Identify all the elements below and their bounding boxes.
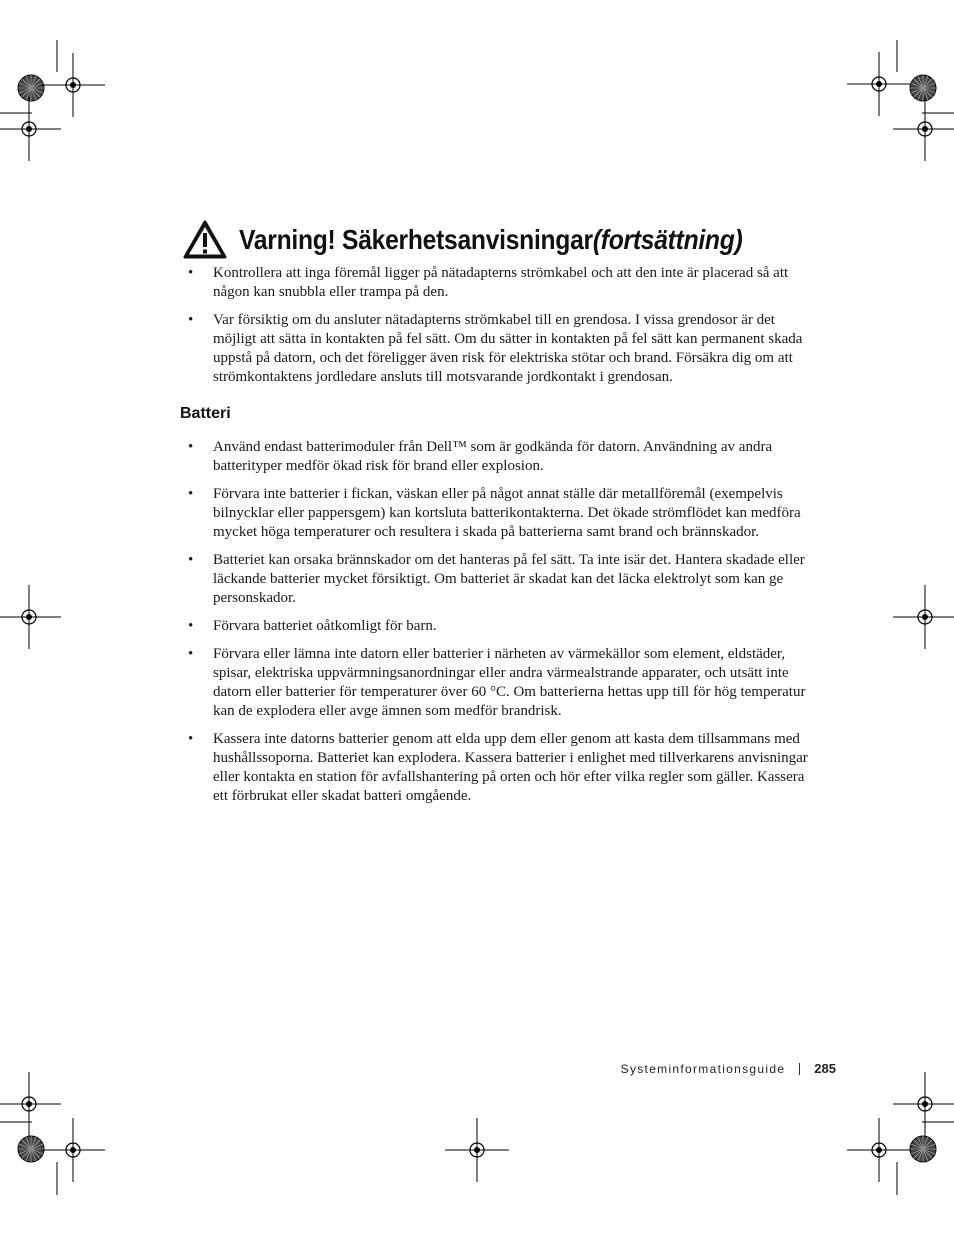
battery-subheading: Batteri — [180, 405, 231, 422]
warning-triangle-icon — [183, 220, 227, 260]
footer-divider — [799, 1063, 800, 1075]
battery-list — [183, 438, 813, 815]
title-continued: (fortsättning) — [592, 224, 743, 255]
title-main: Varning! Säkerhetsanvisningar — [239, 224, 593, 255]
list-item: • Kontrollera att inga föremål ligger på nätadapterns strömkabel och att den inte är placerad så att någon kan snubbla eller trampa på den. — [183, 264, 813, 302]
page-title — [239, 224, 742, 256]
page-number: 285 — [814, 1061, 836, 1076]
list-item: • Förvara eller lämna inte datorn eller batterier i närheten av värmekällor som element, eldstäder, spisar, elektriska uppvärmningsanordningar eller andra värmealstrande apparater, och utsätt inte datorn eller batterier för temperaturer över 60 °C. Om batterierna hettas upp till för hög temperatur kan de explodera eller avge ämnen som medför brandrisk. — [183, 645, 813, 721]
list-item: • Kassera inte datorns batterier genom att elda upp dem eller genom att kasta dem tillsammans med hushållssoporna. Batteriet kan explodera. Kassera batterier i enlighet med tillverkarens anvisningar eller kontakta en station för avfallshantering på orten och hör efter vilka regler som gäller. Kassera ett förbrukat eller skadat batteri omgående. — [183, 730, 813, 806]
list-item: • Förvara batteriet oåtkomligt för barn. — [183, 617, 813, 636]
power-cable-list — [183, 264, 813, 396]
list-item: • Använd endast batterimoduler från Dell™ som är godkända för datorn. Användning av andra batterityper medför ökad risk för brand eller explosion. — [183, 438, 813, 476]
page-footer — [621, 1061, 836, 1076]
guide-name: Systeminformationsguide — [620, 1061, 786, 1076]
section-heading — [183, 216, 811, 264]
list-item: • Batteriet kan orsaka brännskador om det hanteras på fel sätt. Ta inte isär det. Hantera skadade eller läckande batterier mycket försiktigt. Om batteriet är skadat kan det läcka elektrolyt som kan ge personskador. — [183, 551, 813, 608]
list-item: • Förvara inte batterier i fickan, väskan eller på något annat ställe där metallföremål (exempelvis bilnycklar eller pappersgem) kan kortsluta batterikontakterna. Det ökade strömflödet kan medföra mycket höga temperaturer och resultera i skada på batterierna samt brand och brännskador. — [183, 485, 813, 542]
list-item: • Var försiktig om du ansluter nätadapterns strömkabel till en grendosa. I vissa grendosor är det möjligt att sätta in kontakten på fel sätt. Om du sätter in kontakten på fel sätt kan permanent skada uppstå på datorn, och det föreligger även risk för elektriska stötar och brand. Försäkra dig om att strömkontaktens jordledare ansluts till motsvarande jordkontakt i grendosan. — [183, 311, 813, 387]
